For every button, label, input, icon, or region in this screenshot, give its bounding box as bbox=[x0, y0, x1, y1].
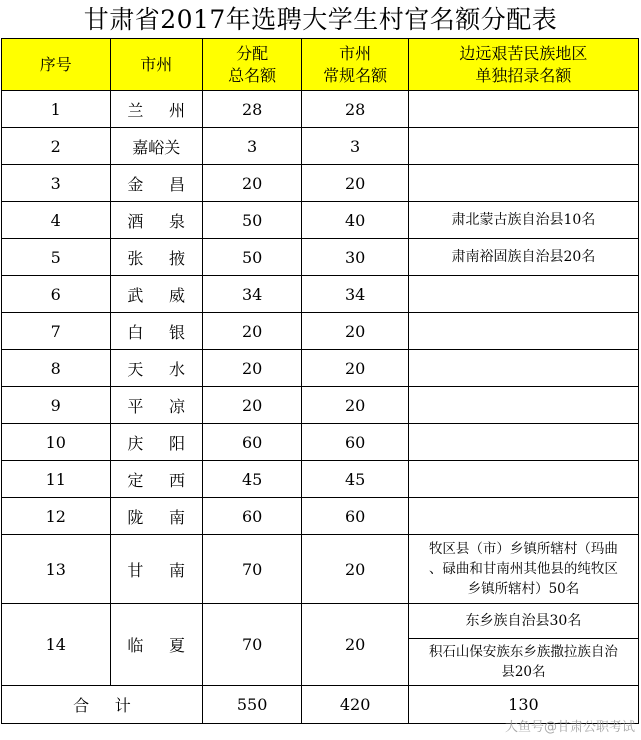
cell-total: 60 bbox=[202, 424, 301, 461]
table-row bbox=[2, 165, 639, 202]
cell-regular: 30 bbox=[302, 239, 409, 276]
cell-index: 6 bbox=[2, 276, 111, 313]
cell-city: 甘 南 bbox=[110, 535, 202, 604]
cell-regular: 20 bbox=[302, 387, 409, 424]
cell-total: 28 bbox=[202, 91, 301, 128]
cell-index: 13 bbox=[2, 535, 111, 604]
cell-city: 兰 州 bbox=[110, 91, 202, 128]
cell-city: 定 西 bbox=[110, 461, 202, 498]
table-row bbox=[2, 128, 639, 165]
cell-special: 肃南裕固族自治县20名 bbox=[408, 239, 638, 276]
cell-special bbox=[408, 128, 638, 165]
cell-special bbox=[408, 424, 638, 461]
cell-total: 45 bbox=[202, 461, 301, 498]
table-row bbox=[2, 276, 639, 313]
page-title: 甘肃省2017年选聘大学生村官名额分配表 bbox=[83, 5, 558, 34]
cell-index: 3 bbox=[2, 165, 111, 202]
cell-total: 34 bbox=[202, 276, 301, 313]
header-city: 市州 bbox=[110, 39, 202, 91]
cell-index: 1 bbox=[2, 91, 111, 128]
cell-index: 5 bbox=[2, 239, 111, 276]
cell-city: 平 凉 bbox=[110, 387, 202, 424]
cell-city: 临 夏 bbox=[110, 604, 202, 686]
allocation-table bbox=[1, 38, 639, 724]
cell-total: 70 bbox=[202, 604, 301, 686]
cell-regular: 28 bbox=[302, 91, 409, 128]
table-row bbox=[2, 239, 639, 276]
header-total-quota: 分配 总名额 bbox=[202, 39, 301, 91]
cell-total: 20 bbox=[202, 165, 301, 202]
cell-city: 陇 南 bbox=[110, 498, 202, 535]
cell-regular: 45 bbox=[302, 461, 409, 498]
cell-regular: 60 bbox=[302, 424, 409, 461]
cell-total: 20 bbox=[202, 350, 301, 387]
header-regular-quota: 市州 常规名额 bbox=[302, 39, 409, 91]
cell-total: 20 bbox=[202, 313, 301, 350]
cell-special bbox=[408, 276, 638, 313]
cell-total: 20 bbox=[202, 387, 301, 424]
cell-city: 酒 泉 bbox=[110, 202, 202, 239]
cell-city: 白 银 bbox=[110, 313, 202, 350]
cell-special: 牧区县（市）乡镇所辖村（玛曲 、碌曲和甘南州其他县的纯牧区 乡镇所辖村）50名 bbox=[408, 535, 638, 604]
cell-special: 积石山保安族东乡族撒拉族自治 县20名 bbox=[408, 639, 638, 686]
table-row bbox=[2, 535, 639, 604]
header-index: 序号 bbox=[2, 39, 111, 91]
cell-special bbox=[408, 387, 638, 424]
cell-city: 张 掖 bbox=[110, 239, 202, 276]
table-row bbox=[2, 387, 639, 424]
cell-index: 11 bbox=[2, 461, 111, 498]
cell-special bbox=[408, 461, 638, 498]
cell-index: 4 bbox=[2, 202, 111, 239]
cell-special bbox=[408, 350, 638, 387]
cell-index: 8 bbox=[2, 350, 111, 387]
table-row bbox=[2, 424, 639, 461]
total-label: 合 计 bbox=[2, 686, 203, 724]
cell-special: 肃北蒙古族自治县10名 bbox=[408, 202, 638, 239]
cell-city: 嘉峪关 bbox=[110, 128, 202, 165]
cell-regular: 20 bbox=[302, 535, 409, 604]
cell-regular: 40 bbox=[302, 202, 409, 239]
cell-index: 12 bbox=[2, 498, 111, 535]
cell-total: 60 bbox=[202, 498, 301, 535]
cell-index: 9 bbox=[2, 387, 111, 424]
cell-total: 70 bbox=[202, 535, 301, 604]
cell-regular: 60 bbox=[302, 498, 409, 535]
total-quota: 550 bbox=[202, 686, 301, 724]
cell-regular: 34 bbox=[302, 276, 409, 313]
cell-index: 10 bbox=[2, 424, 111, 461]
cell-city: 武 威 bbox=[110, 276, 202, 313]
cell-total: 50 bbox=[202, 202, 301, 239]
watermark: 大鱼号@甘肃公职考试 bbox=[504, 720, 635, 735]
total-regular: 420 bbox=[302, 686, 409, 724]
cell-index: 7 bbox=[2, 313, 111, 350]
cell-regular: 20 bbox=[302, 604, 409, 686]
table-row bbox=[2, 350, 639, 387]
header-special-quota: 边远艰苦民族地区 单独招录名额 bbox=[408, 39, 638, 91]
cell-special bbox=[408, 313, 638, 350]
cell-index: 14 bbox=[2, 604, 111, 686]
cell-special bbox=[408, 498, 638, 535]
table-row bbox=[2, 313, 639, 350]
cell-special: 东乡族自治县30名 bbox=[408, 604, 638, 639]
table-row bbox=[2, 604, 639, 639]
cell-regular: 20 bbox=[302, 313, 409, 350]
cell-city: 庆 阳 bbox=[110, 424, 202, 461]
cell-regular: 20 bbox=[302, 350, 409, 387]
cell-city: 金 昌 bbox=[110, 165, 202, 202]
cell-special bbox=[408, 165, 638, 202]
table-row bbox=[2, 91, 639, 128]
cell-total: 50 bbox=[202, 239, 301, 276]
table-row bbox=[2, 498, 639, 535]
cell-city: 天 水 bbox=[110, 350, 202, 387]
cell-regular: 3 bbox=[302, 128, 409, 165]
cell-index: 2 bbox=[2, 128, 111, 165]
total-special: 130 bbox=[408, 686, 638, 724]
table-row bbox=[2, 461, 639, 498]
cell-regular: 20 bbox=[302, 165, 409, 202]
table-row bbox=[2, 202, 639, 239]
cell-total: 3 bbox=[202, 128, 301, 165]
cell-special bbox=[408, 91, 638, 128]
table-header-row bbox=[2, 39, 639, 91]
